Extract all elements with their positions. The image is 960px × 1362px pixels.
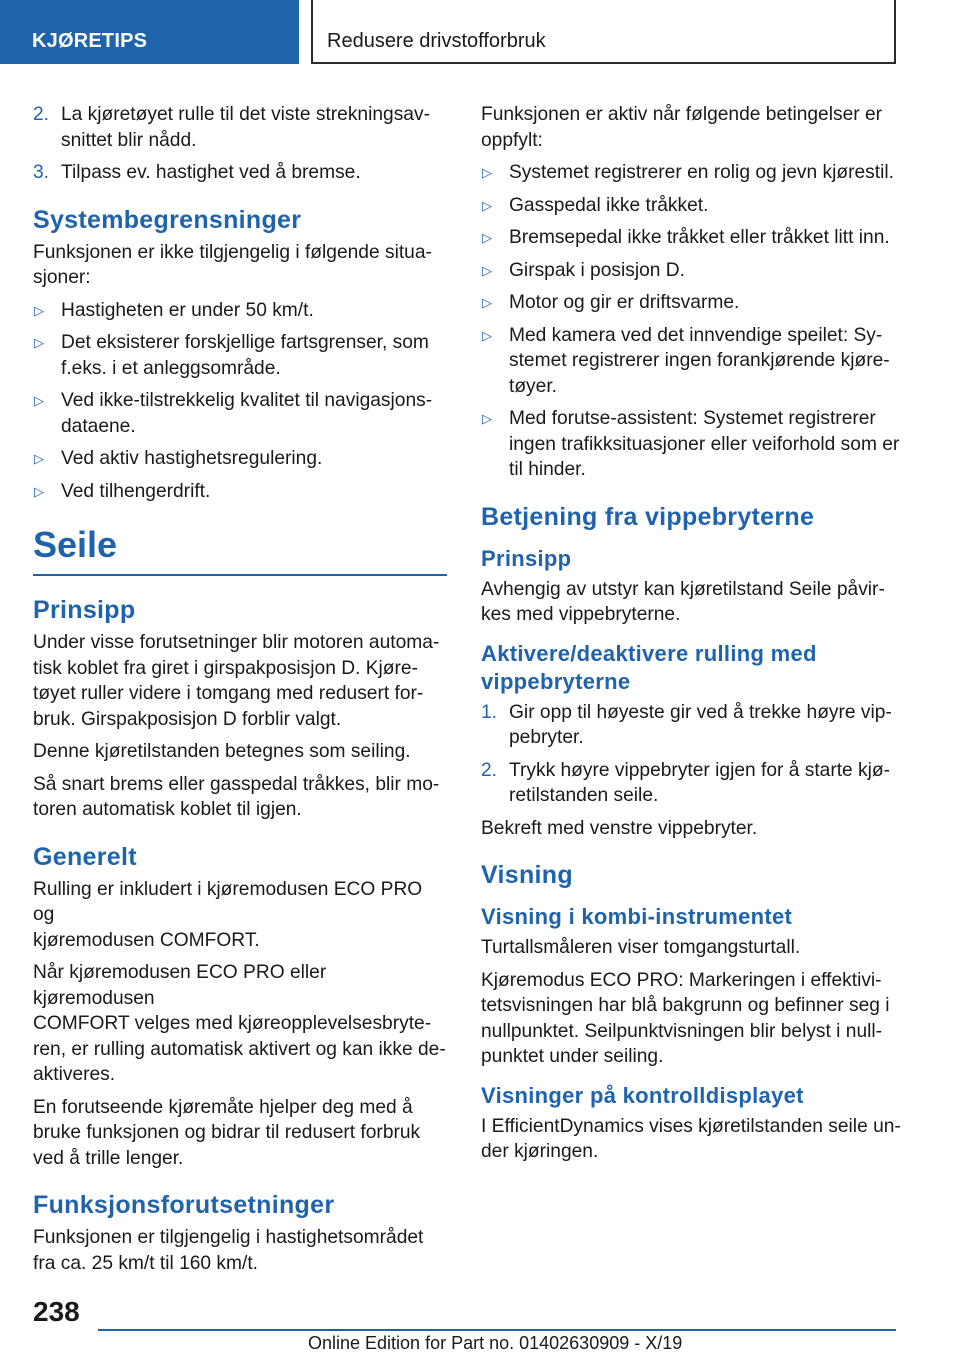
heading-visning: Visning xyxy=(481,861,573,889)
triangle-right-icon: ▷ xyxy=(482,411,492,426)
list-item xyxy=(481,406,901,483)
triangle-right-icon: ▷ xyxy=(34,335,44,350)
triangle-right-icon: ▷ xyxy=(482,230,492,245)
chapter-title-seile: Seile xyxy=(33,522,447,576)
heading-aktivere: Aktivere/deaktivere rulling med vippebryterne xyxy=(481,640,817,694)
prinsipp-paragraph: Avhengig av utstyr kan kjøretilstand Seile påvir- kes med vippebryterne. xyxy=(481,578,885,625)
heading-systembegrensninger: Systembegrensninger xyxy=(33,205,302,234)
left-step-list xyxy=(33,102,447,186)
heading-betjening: Betjening fra vippebryterne xyxy=(481,502,815,531)
footer-edition: Online Edition for Part no. 01402630909 - X/19 xyxy=(308,1333,683,1353)
generelt-paragraph: Når kjøremodusen ECO PRO eller kjøremodusen COMFORT velges med kjøreopplevelsesbryte- ren, er rulling automatisk aktivert og kan ikke de- aktiveres. xyxy=(33,962,446,1085)
step-text: Tilpass ev. hastighet ved å bremse. xyxy=(61,162,361,183)
triangle-right-icon: ▷ xyxy=(34,451,44,466)
triangle-right-icon: ▷ xyxy=(482,327,492,343)
step-item xyxy=(481,700,901,751)
list-item xyxy=(481,258,901,284)
systembegrensninger-list xyxy=(33,298,447,505)
list-item xyxy=(33,388,447,439)
prinsipp-paragraph: Så snart brems eller gasspedal tråkkes, blir mo- toren automatisk koblet til igjen. xyxy=(33,773,440,820)
list-item-text: Det eksisterer forskjellige fartsgrenser, som f.eks. i et anleggsområde. xyxy=(61,332,429,379)
list-item xyxy=(481,323,901,400)
list-item xyxy=(33,446,447,472)
prinsipp-paragraph: Under visse forutsetninger blir motoren automa- tisk koblet fra giret i girspakposisjon D. Kjøre- tøyet ruller videre i tomgang med redusert for- bruk. Girspakposisjon D forblir valgt. xyxy=(33,632,440,730)
list-item-text: Ved aktiv hastighetsregulering. xyxy=(61,448,323,469)
list-item xyxy=(481,290,901,316)
list-item xyxy=(33,479,447,505)
step-text: Trykk høyre vippebryter igjen for å starte kjø- retilstanden seile. xyxy=(509,759,891,806)
list-item xyxy=(481,193,901,219)
list-item-text: Med kamera ved det innvendige speilet: Sy- stemet registrerer ingen forankjørende kjøre- tøyer. xyxy=(509,324,890,397)
step-text: Gir opp til høyeste gir ved å trekke høyre vip- pebryter. xyxy=(509,701,892,748)
right-column xyxy=(481,102,901,1172)
header-section-label: KJØRETIPS xyxy=(32,30,148,52)
list-item-text: Hastigheten er under 50 km/t. xyxy=(61,299,314,321)
heading-kontrolldisplayet: Visninger på kontrolldisplayet xyxy=(481,1082,804,1108)
list-item xyxy=(33,330,447,381)
triangle-right-icon: ▷ xyxy=(482,165,492,180)
conditions-list xyxy=(481,160,901,483)
kombi-paragraph: Turtallsmåleren viser tomgangsturtall. xyxy=(481,937,801,958)
list-item-text: Motor og gir er driftsvarme. xyxy=(509,292,740,313)
systembegrensninger-intro: Funksjonen er ikke tilgjengelig i følgende situa- sjoner: xyxy=(33,241,432,288)
step-number: 2. xyxy=(481,759,498,781)
list-item-text: Systemet registrerer en rolig og jevn kjørestil. xyxy=(509,162,894,183)
heading-kombi-instrumentet: Visning i kombi-instrumentet xyxy=(481,904,793,929)
heading-funksjonsforutsetninger: Funksjonsforutsetninger xyxy=(33,1191,335,1219)
heading-prinsipp: Prinsipp xyxy=(481,545,572,571)
header-section-tab xyxy=(0,0,299,64)
step-text: La kjøretøyet rulle til det viste strekningsav- snittet blir nådd. xyxy=(61,104,430,151)
list-item-text: Girspak i posisjon D. xyxy=(509,259,685,281)
heading-prinsipp: Prinsipp xyxy=(33,596,136,624)
step-item xyxy=(33,102,447,153)
step-item xyxy=(481,758,901,809)
list-item-text: Med forutse-assistent: Systemet registrerer ingen trafikksituasjoner eller veiforhold som er til hinder. xyxy=(509,408,900,480)
list-item-text: Gasspedal ikke tråkket. xyxy=(509,194,709,216)
page-number: 238 xyxy=(33,1296,80,1327)
header-topic-label: Redusere drivstofforbruk xyxy=(327,30,546,52)
triangle-right-icon: ▷ xyxy=(34,302,44,318)
forutsetninger-paragraph: Funksjonen er tilgjengelig i hastighetsområdet fra ca. 25 km/t til 160 km/t. xyxy=(33,1227,424,1274)
triangle-right-icon: ▷ xyxy=(482,262,492,278)
list-item-text: Ved tilhengerdrift. xyxy=(61,480,211,502)
list-item xyxy=(481,160,901,186)
step-number: 3. xyxy=(33,162,50,183)
triangle-right-icon: ▷ xyxy=(482,197,492,213)
step-number: 2. xyxy=(33,104,50,125)
heading-generelt: Generelt xyxy=(33,842,137,871)
list-item-text: Ved ikke-tilstrekkelig kvalitet til navigasjons- dataene. xyxy=(61,390,433,437)
header-topic-box xyxy=(311,0,896,64)
generelt-paragraph: Rulling er inkludert i kjøremodusen ECO PRO og kjøremodusen COMFORT. xyxy=(33,878,423,951)
step-number: 1. xyxy=(481,701,498,723)
aktivere-step-list xyxy=(481,700,901,809)
prinsipp-paragraph: Denne kjøretilstanden betegnes som seiling. xyxy=(33,741,411,762)
list-item-text: Bremsepedal ikke tråkket eller tråkket litt inn. xyxy=(509,227,890,248)
triangle-right-icon: ▷ xyxy=(482,295,492,310)
kontroll-paragraph: I EfficientDynamics vises kjøretilstanden seile un- der kjøringen. xyxy=(481,1115,901,1162)
left-column xyxy=(33,102,447,1283)
list-item xyxy=(481,225,901,251)
triangle-right-icon: ▷ xyxy=(34,393,44,408)
footer-divider xyxy=(98,1329,896,1331)
triangle-right-icon: ▷ xyxy=(34,483,44,499)
kombi-paragraph: Kjøremodus ECO PRO: Markeringen i effektivi- tetsvisningen har blå bakgrunn og befinner seg i nullpunktet. Seilpunktvisningen blir belyst i null- punktet under seiling. xyxy=(481,969,890,1067)
generelt-paragraph: En forutseende kjøremåte hjelper deg med å bruke funksjonen og bidrar til redusert forbruk ved å trille lenger. xyxy=(33,1096,421,1169)
step-item xyxy=(33,160,447,186)
conditions-intro: Funksjonen er aktiv når følgende betingelser er oppfylt: xyxy=(481,104,883,151)
list-item xyxy=(33,298,447,324)
bekreft-paragraph: Bekreft med venstre vippebryter. xyxy=(481,817,758,839)
